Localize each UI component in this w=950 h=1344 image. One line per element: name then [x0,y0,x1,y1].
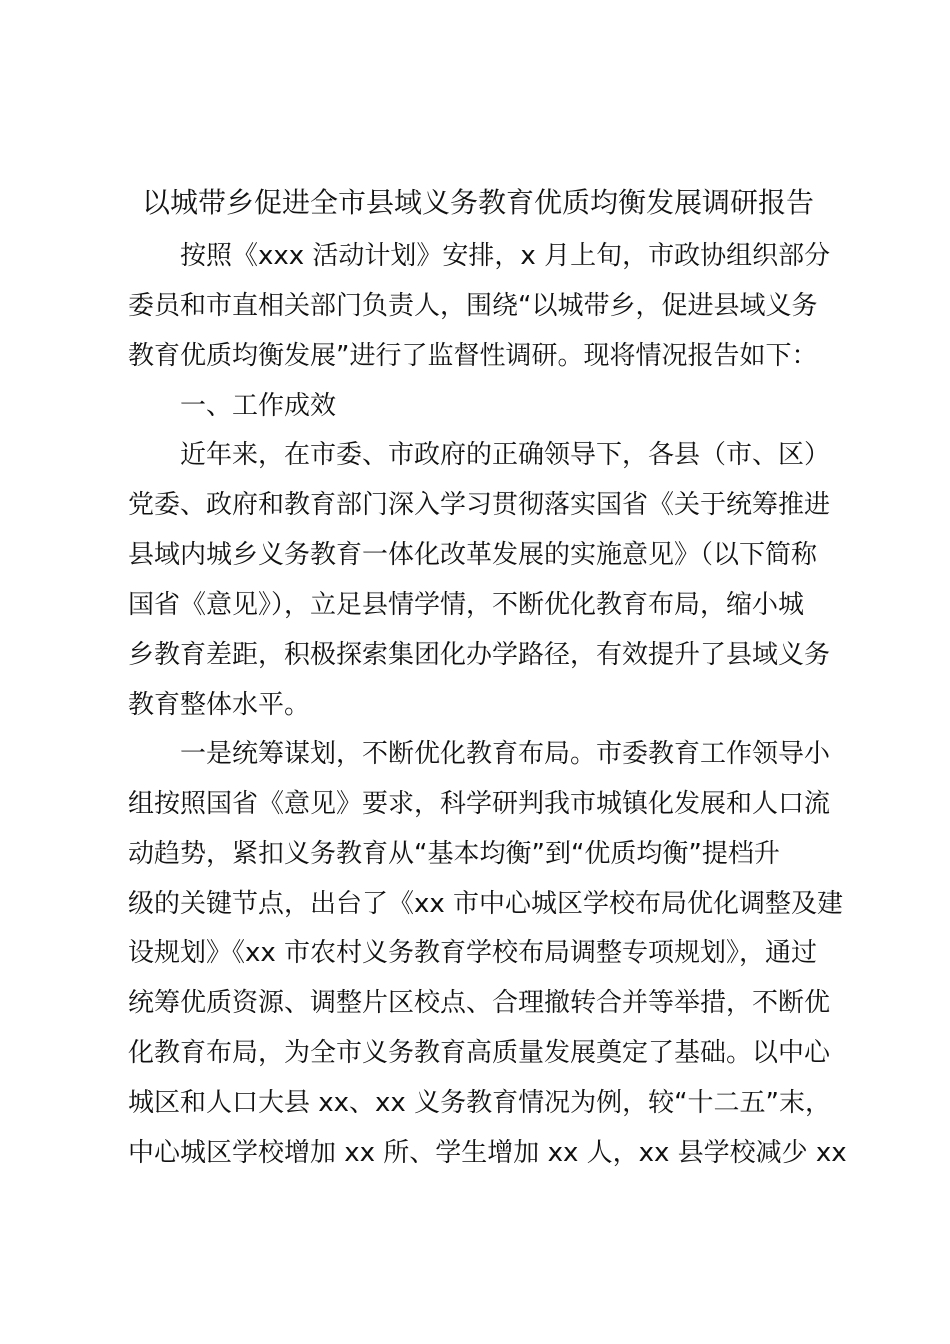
section-heading: 一、工作成效 [180,391,337,421]
paragraph-line: 按照《xxx 活动计划》安排，x 月上旬，市政协组织部分 [180,241,831,271]
paragraph-line: 教育优质均衡发展”进行了监督性调研。现将情况报告如下： [128,341,818,371]
paragraph-line: 统筹优质资源、调整片区校点、合理撤转合并等举措，不断优 [128,988,831,1018]
paragraph-line: 化教育布局，为全市义务教育高质量发展奠定了基础。以中心 [128,1038,831,1068]
document-title: 以城带乡促进全市县域义务教育优质均衡发展调研报告 [141,186,814,219]
paragraph-line: 级的关键节点，出台了《xx 市中心城区学校布局优化调整及建 [128,889,844,919]
paragraph-line: 党委、政府和教育部门深入学习贯彻落实国省《关于统筹推进 [128,490,831,520]
paragraph-line: 中心城区学校增加 xx 所、学生增加 xx 人，xx 县学校减少 xx [128,1138,847,1168]
paragraph-line: 委员和市直相关部门负责人，围绕“以城带乡，促进县域义务 [128,291,818,321]
paragraph-line: 动趋势，紧扣义务教育从“基本均衡”到“优质均衡”提档升 [128,839,780,869]
paragraph-line: 县域内城乡义务教育一体化改革发展的实施意见》（以下简称 [128,540,818,570]
paragraph-line: 国省《意见》），立足县情学情，不断优化教育布局，缩小城 [128,590,805,620]
paragraph-line: 近年来，在市委、市政府的正确领导下，各县（市、区） [180,440,831,470]
paragraph-line: 乡教育差距，积极探索集团化办学路径，有效提升了县域义务 [128,640,831,670]
paragraph-line: 一是统筹谋划，不断优化教育布局。市委教育工作领导小 [180,739,831,769]
paragraph-line: 教育整体水平。 [128,690,311,720]
paragraph-line: 城区和人口大县 xx、xx 义务教育情况为例，较“十二五”末， [128,1088,832,1118]
paragraph-line: 组按照国省《意见》要求，科学研判我市城镇化发展和人口流 [128,789,831,819]
paragraph-line: 设规划》《xx 市农村义务教育学校布局调整专项规划》，通过 [128,938,818,968]
